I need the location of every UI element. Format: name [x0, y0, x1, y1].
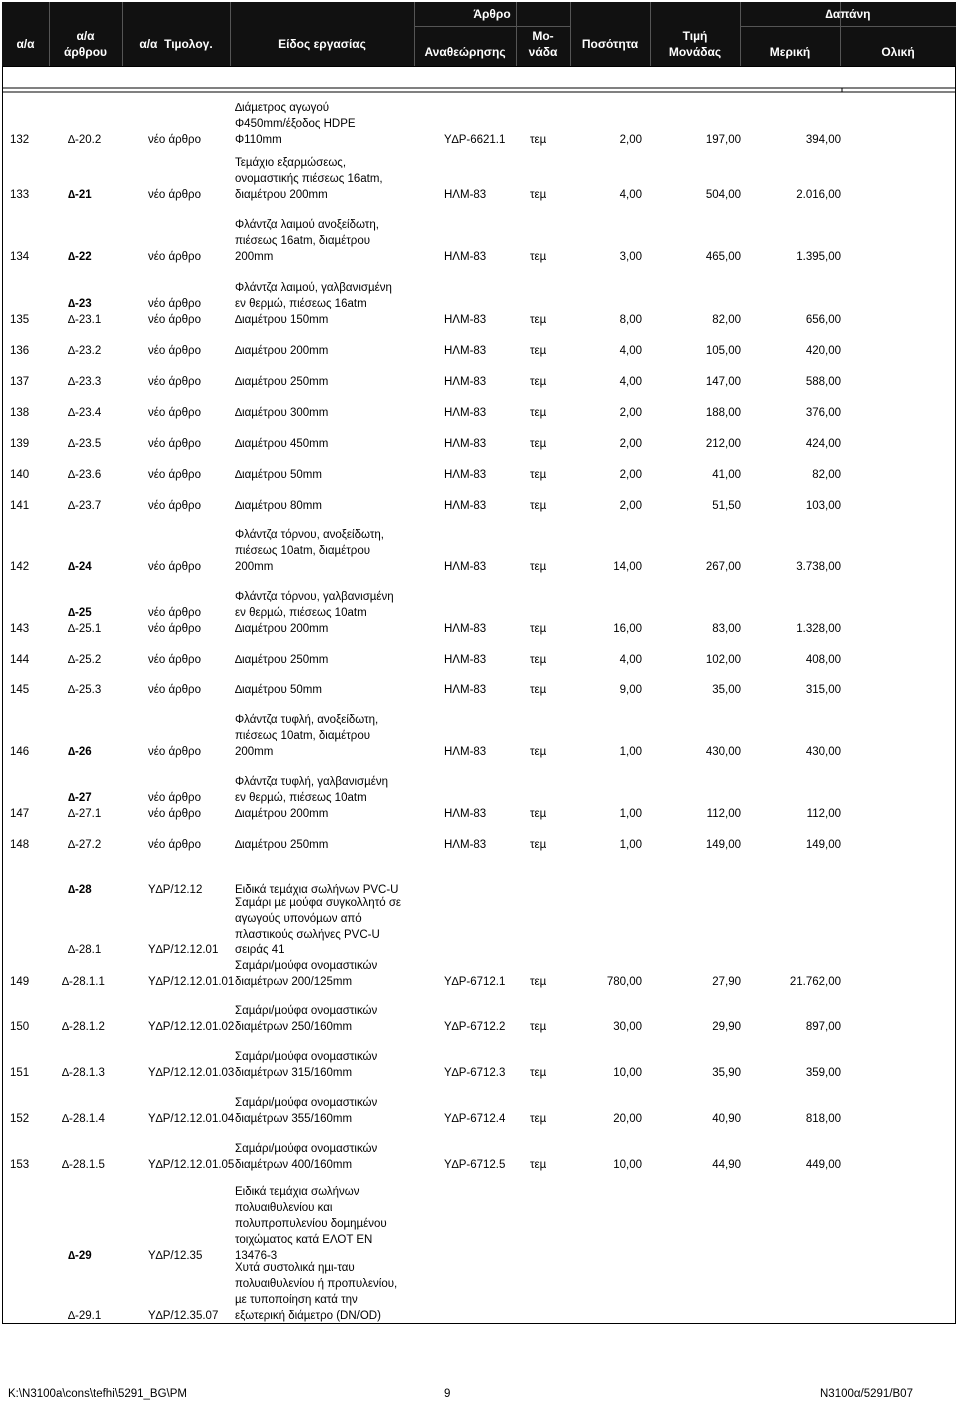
group-article-number: ∆-23 [68, 298, 92, 310]
price-list-ref: νέο άρθρο [148, 500, 201, 512]
unit-price: 83,00 [712, 623, 741, 635]
description-line: πολυαιθυλενίου και [235, 1202, 333, 1214]
header-dapani: ∆απάνη [825, 7, 871, 21]
row-number: 153 [10, 1159, 30, 1171]
unit-price: 465,00 [705, 251, 741, 263]
description-line: πολυπροπυλενίου δοµηµένου [235, 1218, 387, 1230]
description-line: 200mm [235, 251, 274, 263]
header-eidos-ergasias: Είδος εργασίας [278, 37, 366, 51]
unit-price: 27,90 [712, 976, 741, 988]
group-article-number: ∆-27 [68, 792, 92, 804]
header-posotita: Ποσότητα [581, 37, 639, 51]
group-price-list-ref: Υ∆Ρ/12.35 [148, 1250, 203, 1262]
article-number: ∆-23.4 [68, 407, 102, 419]
description-line: πιέσεως 16atm, διαµέτρου [235, 235, 371, 247]
description-line: ∆ιαµέτρου 150mm [235, 314, 329, 326]
unit-price: 149,00 [705, 839, 741, 851]
article-number: ∆-27.2 [68, 839, 102, 851]
unit-price: 102,00 [705, 654, 741, 666]
row-number: 143 [10, 623, 30, 635]
price-list-ref: νέο άρθρο [148, 684, 201, 696]
row-number: 146 [10, 746, 30, 758]
group-article-number: ∆-25 [68, 607, 92, 619]
unit: τεµ [530, 976, 547, 988]
description-line: ∆ιαµέτρου 300mm [235, 407, 329, 419]
row-number: 135 [10, 314, 30, 326]
quantity: 1,00 [619, 746, 642, 758]
header-meriki: Μερική [769, 45, 811, 59]
unit: τεµ [530, 314, 547, 326]
row-number: 151 [10, 1067, 30, 1079]
revision-article: ΗΛΜ-83 [444, 839, 487, 851]
price-list-ref: νέο άρθρο [148, 251, 201, 263]
header-aa: α/α [16, 37, 35, 51]
revision-article: Υ∆Ρ-6712.4 [444, 1113, 506, 1125]
unit-price: 41,00 [712, 469, 741, 481]
unit: τεµ [530, 1021, 547, 1033]
row-number: 140 [10, 469, 30, 481]
description-line: Χυτά συστολικά ηµι-ταυ [235, 1262, 355, 1274]
group-article-number: ∆-29 [68, 1250, 92, 1262]
revision-article: Υ∆Ρ-6712.1 [444, 976, 506, 988]
description-line: Σαµάρι/µούφα ονοµαστικών [235, 960, 378, 972]
unit: τεµ [530, 251, 547, 263]
partial-cost: 103,00 [805, 500, 841, 512]
price-list-ref: νέο άρθρο [148, 134, 201, 146]
description-line: διαµέτρων 400/160mm [235, 1159, 353, 1171]
total-cost: 1.328,00 [796, 623, 841, 635]
quantity: 1,00 [619, 839, 642, 851]
unit: τεµ [530, 1113, 547, 1125]
description-line: Φλάντζα λαιµού ανοξείδωτη, [235, 219, 379, 231]
group-price-list-ref: νέο άρθρο [148, 607, 201, 619]
row-number: 134 [10, 251, 30, 263]
quantity: 9,00 [619, 684, 642, 696]
unit-price: 82,00 [712, 314, 741, 326]
group-article-number: ∆-28 [68, 884, 92, 896]
description-line: ∆ιαµέτρου 50mm [235, 684, 322, 696]
price-list-ref: νέο άρθρο [148, 407, 201, 419]
price-list-ref: Υ∆Ρ/12.12.01.01 [148, 976, 235, 988]
article-number: ∆-21 [68, 189, 92, 201]
group-price-list-ref: νέο άρθρο [148, 792, 201, 804]
unit: τεµ [530, 500, 547, 512]
row-number: 145 [10, 684, 30, 696]
revision-article: ΗΛΜ-83 [444, 251, 487, 263]
quantity: 780,00 [606, 976, 642, 988]
article-number: ∆-24 [68, 561, 92, 573]
unit-price: 29,90 [712, 1021, 741, 1033]
price-list-ref: νέο άρθρο [148, 314, 201, 326]
row-number: 136 [10, 345, 30, 357]
unit-price: 112,00 [706, 808, 741, 820]
description-line: ∆ιαµέτρου 450mm [235, 438, 329, 450]
unit: τεµ [530, 623, 547, 635]
description-line: ονοµαστικής πιέσεως 16atm, [235, 173, 383, 185]
footer-page-number: 9 [444, 1388, 451, 1400]
description-line: πιέσεως 10atm, διαµέτρου [235, 730, 371, 742]
revision-article: ΗΛΜ-83 [444, 808, 487, 820]
revision-article: ΗΛΜ-83 [444, 345, 487, 357]
description-line: µε τυποποίηση κατά την [235, 1294, 358, 1306]
description-line: ∆ιαµέτρου 250mm [235, 376, 329, 388]
unit: τεµ [530, 746, 547, 758]
unit: τεµ [530, 134, 547, 146]
unit: τεµ [530, 839, 547, 851]
price-list-ref: νέο άρθρο [148, 469, 201, 481]
description-line: Φλάντζα τυφλή, γαλβανισµένη [235, 776, 388, 788]
description-line: Ειδικά τεµάχια σωλήνων [235, 1186, 360, 1198]
partial-cost: 82,00 [812, 469, 841, 481]
total-cost: 3.738,00 [796, 561, 841, 573]
quantity: 2,00 [619, 134, 642, 146]
row-number: 144 [10, 654, 30, 666]
description-line: ∆ιαµέτρου 200mm [235, 623, 329, 635]
article-number: ∆-28.1.5 [62, 1159, 105, 1171]
description-line: ∆ιαµέτρου 200mm [235, 345, 329, 357]
quantity: 4,00 [619, 654, 642, 666]
unit: τεµ [530, 808, 547, 820]
description-line: Τεµάχιο εξαρµώσεως, [235, 157, 347, 169]
header-arthro: Άρθρο [473, 7, 511, 21]
row-number: 148 [10, 839, 30, 851]
quantity: 8,00 [619, 314, 642, 326]
description-line: Φ450mm/έξοδος HDPE [235, 118, 356, 130]
header-anatheorisis: Αναθεώρησης [424, 45, 506, 59]
price-list-ref: νέο άρθρο [148, 189, 201, 201]
price-list-ref: νέο άρθρο [148, 746, 201, 758]
row-number: 139 [10, 438, 30, 450]
unit-price: 197,00 [705, 134, 741, 146]
row-number: 137 [10, 376, 30, 388]
description-line: σειράς 41 [235, 944, 285, 956]
description-line: πλαστικούς σωλήνες PVC-U [235, 929, 380, 941]
description-line: Σαµάρι/µούφα ονοµαστικών [235, 1051, 378, 1063]
price-list-ref: νέο άρθρο [148, 839, 201, 851]
revision-article: Υ∆Ρ-6621.1 [444, 134, 506, 146]
description-line: ∆ιαµέτρου 80mm [235, 500, 322, 512]
article-number: ∆-23.5 [68, 438, 102, 450]
revision-article: Υ∆Ρ-6712.2 [444, 1021, 506, 1033]
revision-article: ΗΛΜ-83 [444, 561, 487, 573]
quantity: 30,00 [613, 1021, 642, 1033]
description-line: διαµέτρων 355/160mm [235, 1113, 353, 1125]
total-cost: 2.016,00 [796, 189, 841, 201]
row-number: 149 [10, 976, 30, 988]
partial-cost: 149,00 [805, 839, 841, 851]
row-number: 141 [10, 500, 30, 512]
quantity: 4,00 [619, 376, 642, 388]
description-line: ∆ιαµέτρου 250mm [235, 839, 329, 851]
description-line: διαµέτρων 200/125mm [235, 976, 353, 988]
row-number: 138 [10, 407, 30, 419]
description-line: Φλάντζα τόρνου, γαλβανισµένη [235, 591, 394, 603]
article-number: ∆-23.6 [68, 469, 102, 481]
description-line: τοιχώµατος κατά ΕΛΟΤ ΕΝ [235, 1234, 373, 1246]
partial-cost: 112,00 [806, 808, 841, 820]
row-number: 132 [10, 134, 30, 146]
group-price-list-ref: Υ∆Ρ/12.12 [148, 884, 203, 896]
header-oliki: Ολική [881, 45, 915, 59]
partial-cost: 424,00 [805, 438, 841, 450]
group-article-number: ∆-29.1 [68, 1310, 102, 1322]
revision-article: ΗΛΜ-83 [444, 684, 487, 696]
description-line: εν θερµώ, πιέσεως 10atm [235, 792, 367, 804]
quantity: 2,00 [619, 469, 642, 481]
description-line: εξωτερική διάµετρο (DN/OD) [235, 1310, 381, 1322]
row-number: 152 [10, 1113, 30, 1125]
unit: τεµ [530, 1067, 547, 1079]
price-list-ref: νέο άρθρο [148, 376, 201, 388]
unit-price: 504,00 [705, 189, 741, 201]
description-line: ∆ιάµετρος αγωγού [235, 102, 330, 114]
unit-price: 267,00 [705, 561, 741, 573]
unit: τεµ [530, 376, 547, 388]
partial-cost: 656,00 [805, 314, 841, 326]
unit-price: 430,00 [705, 746, 741, 758]
description-line: 13476-3 [235, 1250, 278, 1262]
unit: τεµ [530, 189, 547, 201]
group-price-list-ref: νέο άρθρο [148, 298, 201, 310]
description-line: ∆ιαµέτρου 50mm [235, 469, 322, 481]
partial-cost: 449,00 [805, 1159, 841, 1171]
price-list-ref: νέο άρθρο [148, 808, 201, 820]
header-aa-arthrou: α/α άρθρου [63, 29, 108, 59]
partial-cost: 420,00 [805, 345, 841, 357]
unit: τεµ [530, 684, 547, 696]
article-number: ∆-23.2 [68, 345, 102, 357]
revision-article: Υ∆Ρ-6712.5 [444, 1159, 506, 1171]
article-number: ∆-22 [68, 251, 92, 263]
revision-article: ΗΛΜ-83 [444, 500, 487, 512]
description-line: 200mm [235, 561, 274, 573]
revision-article: ΗΛΜ-83 [444, 438, 487, 450]
row-number: 150 [10, 1021, 30, 1033]
price-list-ref: νέο άρθρο [148, 623, 201, 635]
total-cost: 1.395,00 [796, 251, 841, 263]
revision-article: Υ∆Ρ-6712.3 [444, 1067, 506, 1079]
article-number: ∆-28.1.4 [62, 1113, 105, 1125]
partial-cost: 588,00 [805, 376, 841, 388]
description-line: Σαµάρι/µούφα ονοµαστικών [235, 1143, 378, 1155]
article-number: ∆-27.1 [68, 808, 102, 820]
unit-price: 35,90 [712, 1067, 741, 1079]
price-list-ref: Υ∆Ρ/12.12.01.03 [148, 1067, 235, 1079]
price-list-ref: νέο άρθρο [148, 654, 201, 666]
quantity: 4,00 [619, 345, 642, 357]
revision-article: ΗΛΜ-83 [444, 407, 487, 419]
price-list-ref: νέο άρθρο [148, 345, 201, 357]
unit-price: 105,00 [705, 345, 741, 357]
unit-price: 51,50 [712, 500, 741, 512]
partial-cost: 897,00 [805, 1021, 841, 1033]
unit: τεµ [530, 654, 547, 666]
quantity: 10,00 [613, 1159, 642, 1171]
quantity: 4,00 [619, 189, 642, 201]
price-list-ref: νέο άρθρο [148, 561, 201, 573]
price-list-ref: Υ∆Ρ/12.12.01.04 [148, 1113, 235, 1125]
article-number: ∆-23.1 [68, 314, 102, 326]
unit-price: 44,90 [712, 1159, 741, 1171]
header-monada: Μο- νάδα [528, 29, 558, 59]
description-line: Φλάντζα τόρνου, ανοξείδωτη, [235, 529, 384, 541]
description-line: ∆ιαµέτρου 250mm [235, 654, 329, 666]
description-line: αγωγούς υπονόµων από [235, 913, 362, 925]
description-line: πιέσεως 10atm, διαµέτρου [235, 545, 371, 557]
article-number: ∆-28.1.1 [62, 976, 105, 988]
quantity: 2,00 [619, 407, 642, 419]
unit: τεµ [530, 407, 547, 419]
description-line: Φλάντζα τυφλή, ανοξείδωτη, [235, 714, 379, 726]
quantity: 10,00 [613, 1067, 642, 1079]
description-line: ∆ιαµέτρου 200mm [235, 808, 329, 820]
unit: τεµ [530, 469, 547, 481]
description-line: Σαµάρι/µούφα ονοµαστικών [235, 1097, 378, 1109]
group-price-list-ref: Υ∆Ρ/12.35.07 [148, 1310, 219, 1322]
article-number: ∆-25.1 [68, 623, 102, 635]
description-line: 200mm [235, 746, 274, 758]
description-line: διαµέτρων 315/160mm [235, 1067, 353, 1079]
group-price-list-ref: Υ∆Ρ/12.12.01 [148, 944, 219, 956]
unit: τεµ [530, 561, 547, 573]
row-number: 147 [10, 808, 30, 820]
unit-price: 212,00 [705, 438, 741, 450]
article-number: ∆-28.1.2 [62, 1021, 105, 1033]
unit-price: 188,00 [705, 407, 741, 419]
revision-article: ΗΛΜ-83 [444, 623, 487, 635]
price-list-ref: Υ∆Ρ/12.12.01.02 [148, 1021, 235, 1033]
revision-article: ΗΛΜ-83 [444, 376, 487, 388]
header-aa-timologiou: α/α Τιµολογ. [139, 37, 213, 51]
group-article-number: ∆-28.1 [68, 944, 102, 956]
quantity: 16,00 [613, 623, 642, 635]
quantity: 1,00 [619, 808, 642, 820]
article-number: ∆-25.3 [68, 684, 102, 696]
unit-price: 35,00 [712, 684, 741, 696]
partial-cost: 430,00 [805, 746, 841, 758]
quantity: 20,00 [613, 1113, 642, 1125]
unit: τεµ [530, 345, 547, 357]
partial-cost: 408,00 [805, 654, 841, 666]
footer-file-path: K:\N3100a\cons\tefhi\5291_BG\PM [8, 1388, 187, 1400]
description-line: εν θερµώ, πιέσεως 16atm [235, 298, 367, 310]
article-number: ∆-20.2 [68, 134, 102, 146]
description-line: Σαµάρι µε µούφα συγκολλητό σε [235, 897, 402, 909]
revision-article: ΗΛΜ-83 [444, 746, 487, 758]
description-line: διαµέτρου 200mm [235, 189, 328, 201]
revision-article: ΗΛΜ-83 [444, 469, 487, 481]
revision-article: ΗΛΜ-83 [444, 314, 487, 326]
partial-cost: 818,00 [805, 1113, 841, 1125]
article-number: ∆-26 [68, 746, 92, 758]
article-number: ∆-23.7 [68, 500, 102, 512]
partial-cost: 376,00 [805, 407, 841, 419]
revision-article: ΗΛΜ-83 [444, 189, 487, 201]
description-line: πολυαιθυλενίου ή προπυλενίου, [235, 1278, 398, 1290]
footer-document-code: N3100α/5291/B07 [820, 1388, 913, 1400]
description-line: εν θερµώ, πιέσεως 10atm [235, 607, 367, 619]
row-number: 142 [10, 561, 30, 573]
price-list-ref: νέο άρθρο [148, 438, 201, 450]
article-number: ∆-23.3 [68, 376, 102, 388]
article-number: ∆-28.1.3 [62, 1067, 105, 1079]
description-line: Ειδικά τεµάχια σωλήνων PVC-U [235, 884, 399, 896]
description-line: Φλάντζα λαιµού, γαλβανισµένη [235, 282, 392, 294]
quantity: 3,00 [619, 251, 642, 263]
partial-cost: 315,00 [805, 684, 841, 696]
partial-cost: 394,00 [805, 134, 841, 146]
total-cost: 21.762,00 [789, 976, 841, 988]
unit-price: 147,00 [705, 376, 741, 388]
quantity: 14,00 [613, 561, 642, 573]
revision-article: ΗΛΜ-83 [444, 654, 487, 666]
description-line: Σαµάρι/µούφα ονοµαστικών [235, 1005, 378, 1017]
unit-price: 40,90 [712, 1113, 741, 1125]
description-line: διαµέτρων 250/160mm [235, 1021, 353, 1033]
unit: τεµ [530, 438, 547, 450]
quantity: 2,00 [619, 438, 642, 450]
quantity: 2,00 [619, 500, 642, 512]
header-timi-monadas: Τιµή Μονάδας [668, 29, 722, 59]
description-line: Φ110mm [235, 134, 282, 146]
unit: τεµ [530, 1159, 547, 1171]
partial-cost: 359,00 [805, 1067, 841, 1079]
row-number: 133 [10, 189, 30, 201]
price-list-ref: Υ∆Ρ/12.12.01.05 [148, 1159, 235, 1171]
article-number: ∆-25.2 [68, 654, 102, 666]
